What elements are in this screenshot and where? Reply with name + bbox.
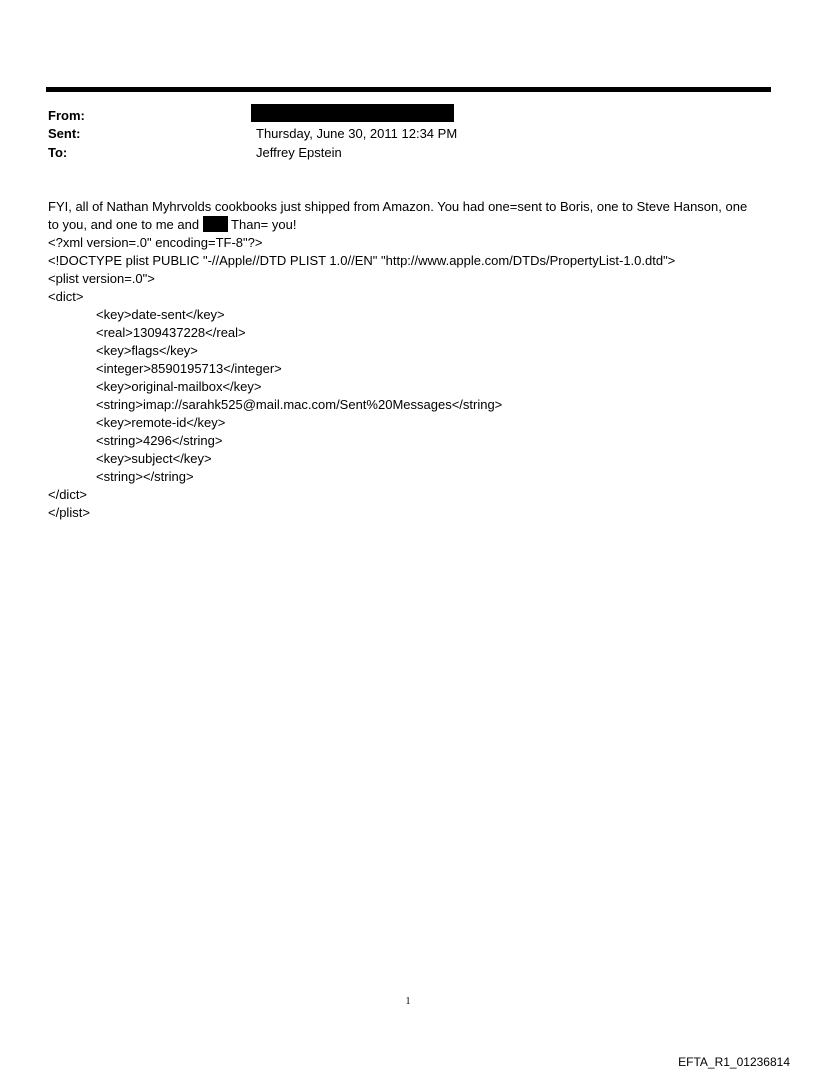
dict-entry: <string>imap://sarahk525@mail.mac.com/Sent%20Messages</string> xyxy=(96,397,503,412)
body-line-2 xyxy=(48,216,778,234)
dict-entry: <string></string> xyxy=(96,469,194,484)
sent-value: Thursday, June 30, 2011 12:34 PM xyxy=(256,126,458,141)
to-label: To: xyxy=(48,145,68,160)
plist-open: <plist version=.0"> xyxy=(48,271,155,286)
to-value: Jeffrey Epstein xyxy=(256,145,342,160)
sent-label: Sent: xyxy=(48,126,81,141)
inline-redaction xyxy=(203,216,228,232)
body-line-2-start: to you, and one to me and xyxy=(48,217,203,232)
dict-entry: <key>flags</key> xyxy=(96,343,198,358)
dict-entry: <key>original-mailbox</key> xyxy=(96,379,262,394)
dict-close: </dict> xyxy=(48,487,88,502)
doctype-line: <!DOCTYPE plist PUBLIC "-//Apple//DTD PLIST 1.0//EN" "http://www.apple.com/DTDs/PropertyList-1.0.dtd"> xyxy=(48,253,676,268)
plist-close: </plist> xyxy=(48,505,90,520)
page-number: 1 xyxy=(405,996,411,1007)
dict-entry: <key>remote-id</key> xyxy=(96,415,226,430)
dict-entry: <real>1309437228</real> xyxy=(96,325,246,340)
header-rule xyxy=(46,87,771,92)
from-label: From: xyxy=(48,108,85,123)
xml-declaration: <?xml version=.0" encoding=TF-8"?> xyxy=(48,235,263,250)
dict-entry: <key>subject</key> xyxy=(96,451,212,466)
bates-number: EFTA_R1_01236814 xyxy=(678,1055,790,1069)
from-redaction xyxy=(251,104,454,122)
email-body xyxy=(48,198,778,522)
dict-entry: <key>date-sent</key> xyxy=(96,307,225,322)
body-line-2-end: Than= you! xyxy=(227,217,297,232)
dict-entry: <string>4296</string> xyxy=(96,433,223,448)
body-line-1: FYI, all of Nathan Myhrvolds cookbooks just shipped from Amazon. You had one=sent to Boris, one to Steve Hanson, one xyxy=(48,199,748,214)
dict-open: <dict> xyxy=(48,289,84,304)
dict-entry: <integer>8590195713</integer> xyxy=(96,361,282,376)
